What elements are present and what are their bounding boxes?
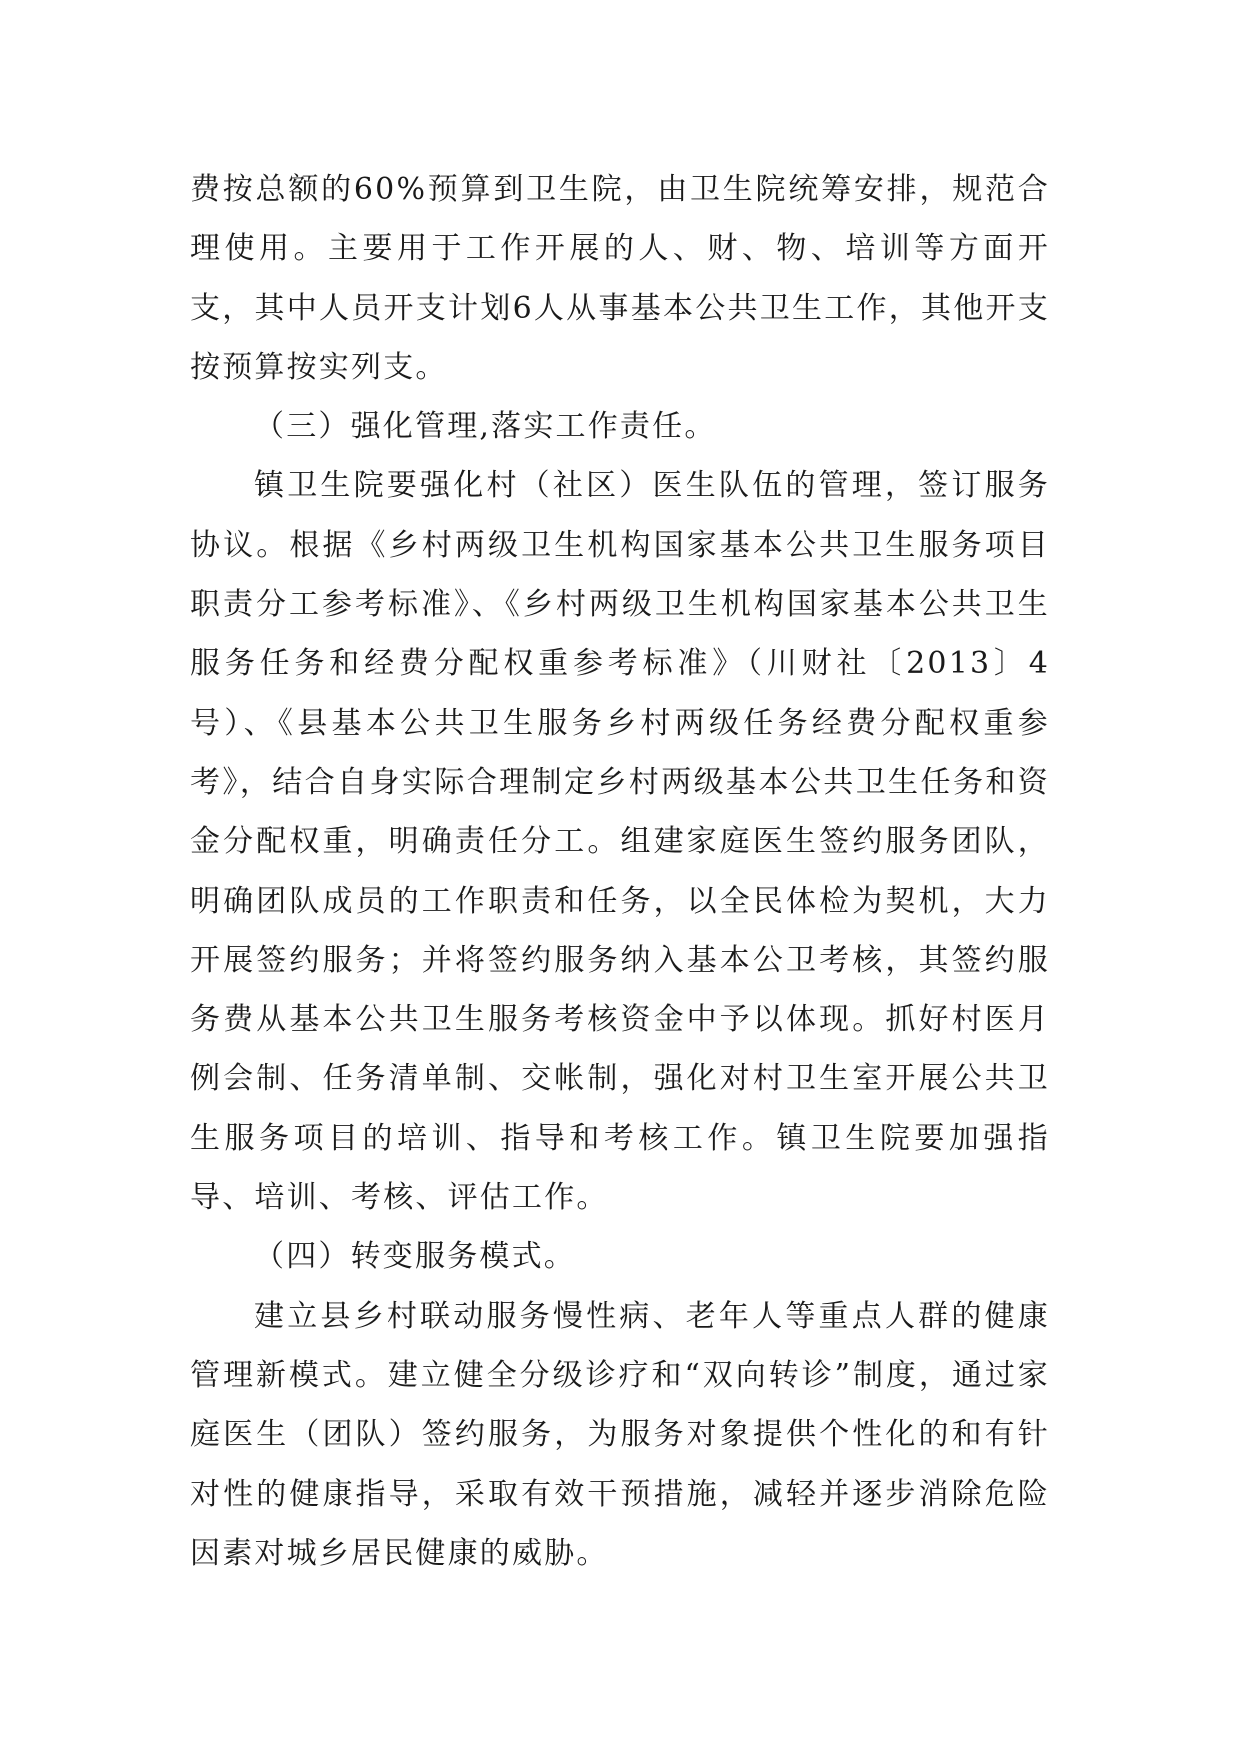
section-heading-four: （四）转变服务模式。 xyxy=(254,1239,576,1275)
paragraph-management: 镇卫生院要强化村（社区）医生队伍的管理，签订服务协议。根据《乡村两级卫生机构国家基本公共卫生服务项目职责分工参考标准》、《乡村两级卫生机构国家基本公共卫生服务任务和经费分配权重参考标准》（川财社〔2013〕4号）、《县基本公共卫生服务乡村两级任务经费分配权重参考》，结合自身实际合理制定乡村两级基本公共卫生任务和资金分配权重，明确责任分工。组建家庭医生签约服务团队，明确团队成员的工作职责和任务，以全民体检为契机，大力开展签约服务；并将签约服务纳入基本公卫考核，其签约服务费从基本公共卫生服务考核资金中予以体现。抓好村医月例会制、任务清单制、交帐制，强化对村卫生室开展公共卫生服务项目的培训、指导和考核工作。镇卫生院要加强指导、培训、考核、评估工作。 xyxy=(190,468,1050,1216)
section-heading-three: （三）强化管理,落实工作责任。 xyxy=(254,409,717,445)
document-body xyxy=(190,160,1050,1583)
paragraph-service-model: 建立县乡村联动服务慢性病、老年人等重点人群的健康管理新模式。建立健全分级诊疗和“双向转诊”制度，通过家庭医生（团队）签约服务，为服务对象提供个性化的和有针对性的健康指导，采取有效干预措施，减轻并逐步消除危险因素对城乡居民健康的威胁。 xyxy=(190,1298,1050,1571)
paragraph-funding-continued: 费按总额的60%预算到卫生院，由卫生院统筹安排，规范合理使用。主要用于工作开展的人、财、物、培训等方面开支，其中人员开支计划6人从事基本公共卫生工作，其他开支按预算按实列支。 xyxy=(190,172,1050,385)
